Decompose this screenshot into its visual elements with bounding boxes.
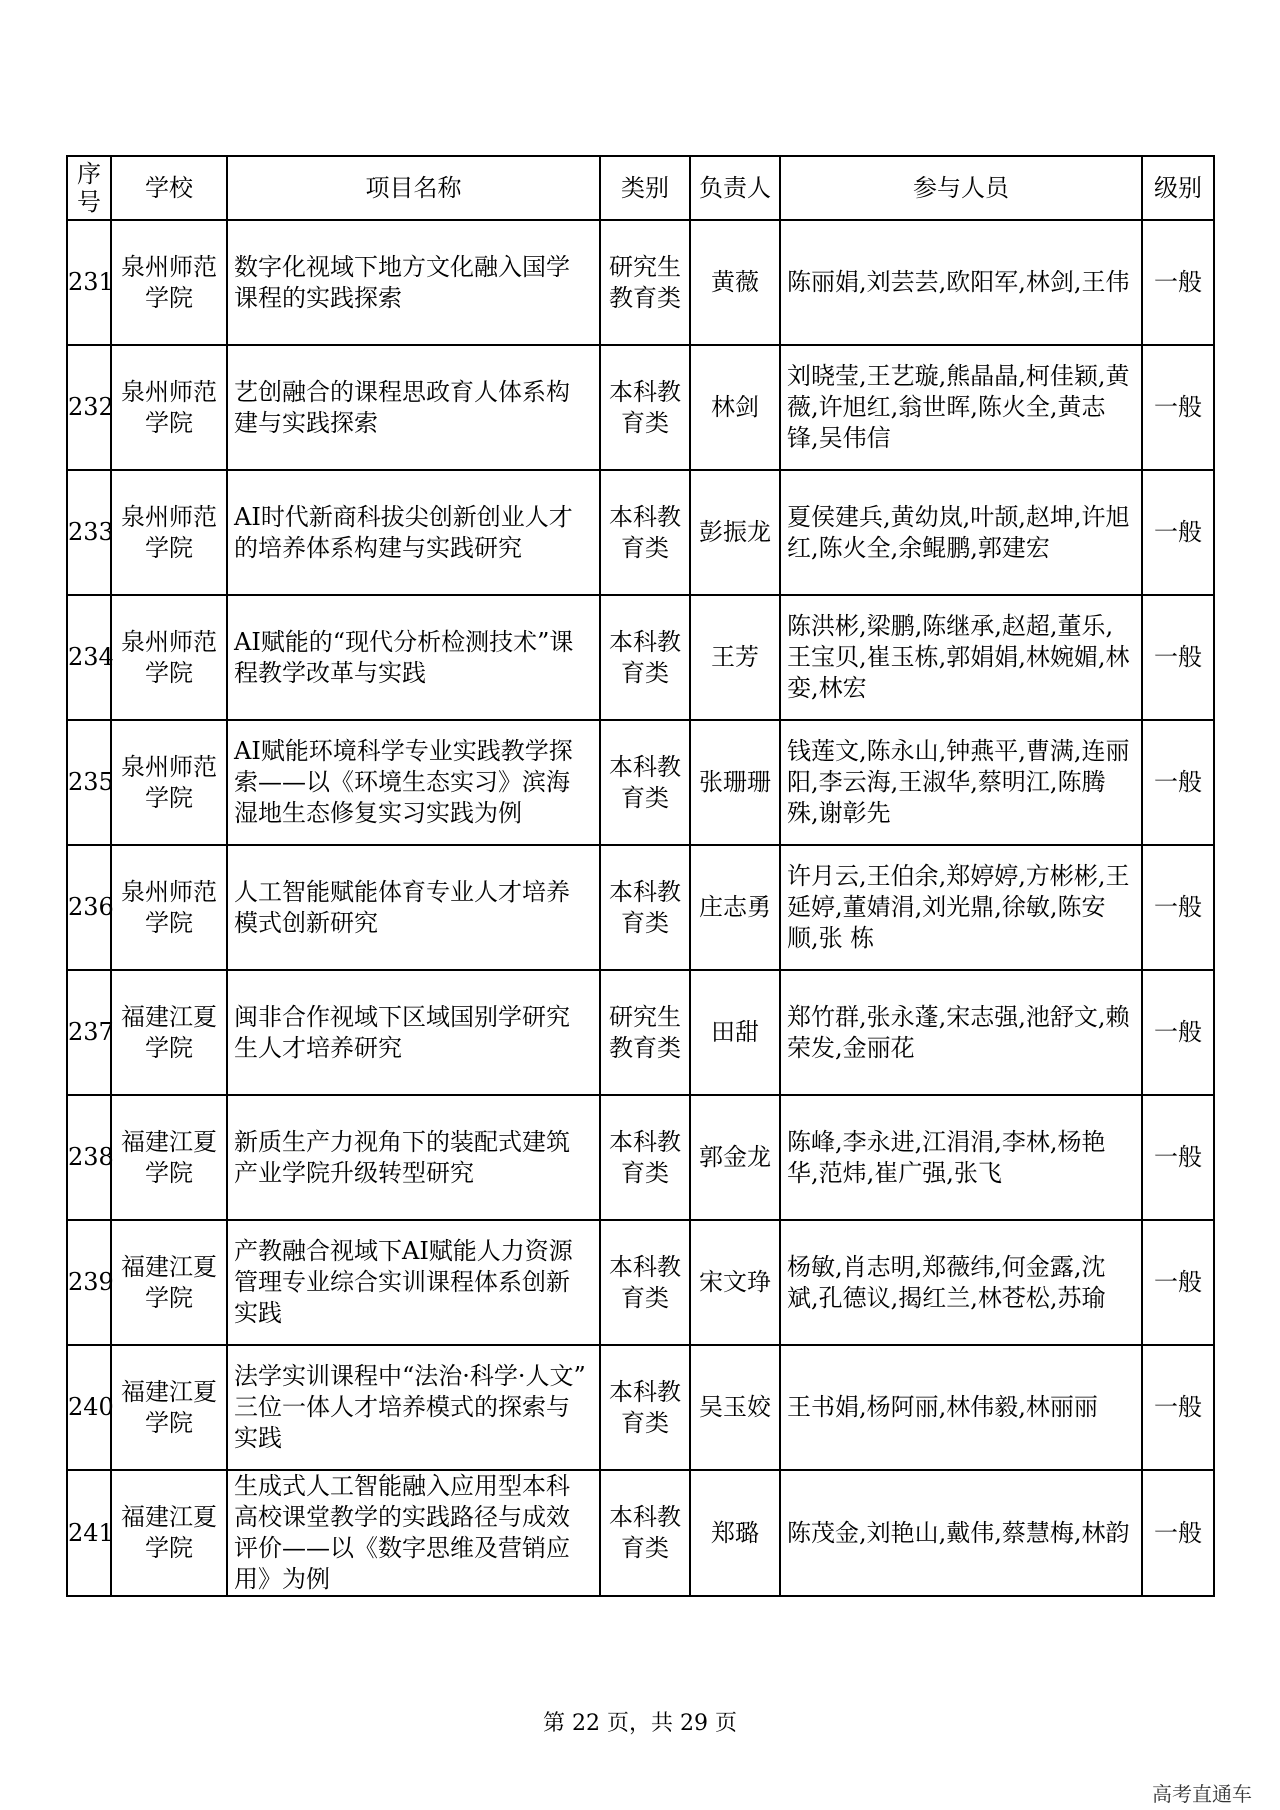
cell-members: 郑竹群,张永蓬,宋志强,池舒文,赖荣发,金丽花 [780,970,1142,1095]
cell-project-title: AI时代新商科拔尖创新创业人才的培养体系构建与实践研究 [227,470,600,595]
cell-number: 237 [67,970,111,1095]
cell-number: 235 [67,720,111,845]
cell-category: 本科教育类 [600,720,690,845]
cell-level: 一般 [1142,1095,1214,1220]
cell-level: 一般 [1142,470,1214,595]
cell-leader: 黄薇 [690,220,780,345]
cell-school: 福建江夏学院 [111,1095,227,1220]
cell-number: 236 [67,845,111,970]
cell-school: 泉州师范学院 [111,595,227,720]
watermark-text: 高考直通车 [1152,1782,1252,1806]
cell-category: 本科教育类 [600,1220,690,1345]
header-school: 学校 [111,156,227,220]
cell-level: 一般 [1142,845,1214,970]
cell-members: 夏侯建兵,黄幼岚,叶颉,赵坤,许旭红,陈火全,余鲲鹏,郭建宏 [780,470,1142,595]
cell-project-title: AI赋能的“现代分析检测技术”课程教学改革与实践 [227,595,600,720]
cell-project-title: 法学实训课程中“法治·科学·人文” 三位一体人才培养模式的探索与实践 [227,1345,600,1470]
cell-leader: 庄志勇 [690,845,780,970]
cell-level: 一般 [1142,1470,1214,1596]
cell-school: 泉州师范学院 [111,220,227,345]
cell-members: 陈丽娟,刘芸芸,欧阳军,林剑,王伟 [780,220,1142,345]
cell-level: 一般 [1142,220,1214,345]
cell-number: 231 [67,220,111,345]
cell-category: 本科教育类 [600,1470,690,1596]
cell-category: 研究生教育类 [600,220,690,345]
header-level: 级别 [1142,156,1214,220]
header-project: 项目名称 [227,156,600,220]
header-number-line2: 号 [77,188,101,216]
cell-members: 陈峰,李永进,江涓涓,李林,杨艳华,范炜,崔广强,张飞 [780,1095,1142,1220]
cell-level: 一般 [1142,1220,1214,1345]
cell-category: 本科教育类 [600,345,690,470]
cell-project-title: 艺创融合的课程思政育人体系构建与实践探索 [227,345,600,470]
page-number: 第 22 页，共 29 页 [543,1711,737,1736]
cell-level: 一般 [1142,720,1214,845]
table-row [67,845,1214,970]
table-row [67,1470,1214,1596]
cell-number: 233 [67,470,111,595]
table-row [67,470,1214,595]
cell-leader: 张珊珊 [690,720,780,845]
cell-members: 王书娟,杨阿丽,林伟毅,林丽丽 [780,1345,1142,1470]
cell-project-title: 闽非合作视域下区域国别学研究生人才培养研究 [227,970,600,1095]
cell-level: 一般 [1142,595,1214,720]
cell-school: 泉州师范学院 [111,470,227,595]
table-row [67,345,1214,470]
table-row [67,970,1214,1095]
cell-number: 232 [67,345,111,470]
cell-leader: 田甜 [690,970,780,1095]
header-number-line1: 序 [77,160,101,188]
cell-school: 福建江夏学院 [111,1470,227,1596]
cell-number: 238 [67,1095,111,1220]
table-row [67,220,1214,345]
table-row [67,720,1214,845]
cell-members: 陈洪彬,梁鹏,陈继承,赵超,董乐,王宝贝,崔玉栋,郭娟娟,林婉媚,林娈,林宏 [780,595,1142,720]
table-row [67,1345,1214,1470]
cell-level: 一般 [1142,970,1214,1095]
cell-project-title: 人工智能赋能体育专业人才培养模式创新研究 [227,845,600,970]
cell-category: 研究生教育类 [600,970,690,1095]
cell-leader: 郭金龙 [690,1095,780,1220]
table-row [67,1220,1214,1345]
cell-leader: 宋文琤 [690,1220,780,1345]
cell-category: 本科教育类 [600,1345,690,1470]
cell-members: 钱莲文,陈永山,钟燕平,曹满,连丽阳,李云海,王淑华,蔡明江,陈腾殊,谢彰先 [780,720,1142,845]
cell-category: 本科教育类 [600,595,690,720]
cell-project-title: 新质生产力视角下的装配式建筑产业学院升级转型研究 [227,1095,600,1220]
cell-school: 福建江夏学院 [111,1220,227,1345]
cell-level: 一般 [1142,345,1214,470]
cell-school: 泉州师范学院 [111,845,227,970]
cell-leader: 彭振龙 [690,470,780,595]
header-leader: 负责人 [690,156,780,220]
table-row [67,1095,1214,1220]
cell-number: 239 [67,1220,111,1345]
cell-number: 240 [67,1345,111,1470]
cell-members: 刘晓莹,王艺璇,熊晶晶,柯佳颖,黄薇,许旭红,翁世晖,陈火全,黄志锋,吴伟信 [780,345,1142,470]
header-category: 类别 [600,156,690,220]
table-row [67,595,1214,720]
table-header-row [67,156,1214,220]
cell-leader: 吴玉姣 [690,1345,780,1470]
cell-number: 241 [67,1470,111,1596]
cell-project-title: 生成式人工智能融入应用型本科高校课堂教学的实践路径与成效评价——以《数字思维及营销应用》为例 [227,1470,600,1596]
cell-project-title: 产教融合视域下AI赋能人力资源管理专业综合实训课程体系创新实践 [227,1220,600,1345]
cell-leader: 郑璐 [690,1470,780,1596]
cell-members: 许月云,王伯余,郑婷婷,方彬彬,王延婷,董婧涓,刘光鼎,徐敏,陈安顺,张 栋 [780,845,1142,970]
cell-project-title: 数字化视域下地方文化融入国学课程的实践探索 [227,220,600,345]
project-table [66,155,1215,1597]
table-body [67,220,1214,1596]
cell-project-title: AI赋能环境科学专业实践教学探索——以《环境生态实习》滨海湿地生态修复实习实践为例 [227,720,600,845]
cell-leader: 王芳 [690,595,780,720]
cell-members: 陈茂金,刘艳山,戴伟,蔡慧梅,林韵 [780,1470,1142,1596]
cell-members: 杨敏,肖志明,郑薇纬,何金露,沈斌,孔德议,揭红兰,林苍松,苏瑜 [780,1220,1142,1345]
cell-level: 一般 [1142,1345,1214,1470]
cell-category: 本科教育类 [600,845,690,970]
header-number [67,156,111,220]
cell-school: 泉州师范学院 [111,345,227,470]
cell-leader: 林剑 [690,345,780,470]
cell-school: 福建江夏学院 [111,970,227,1095]
cell-category: 本科教育类 [600,1095,690,1220]
cell-number: 234 [67,595,111,720]
cell-school: 福建江夏学院 [111,1345,227,1470]
cell-school: 泉州师范学院 [111,720,227,845]
header-members: 参与人员 [780,156,1142,220]
cell-category: 本科教育类 [600,470,690,595]
